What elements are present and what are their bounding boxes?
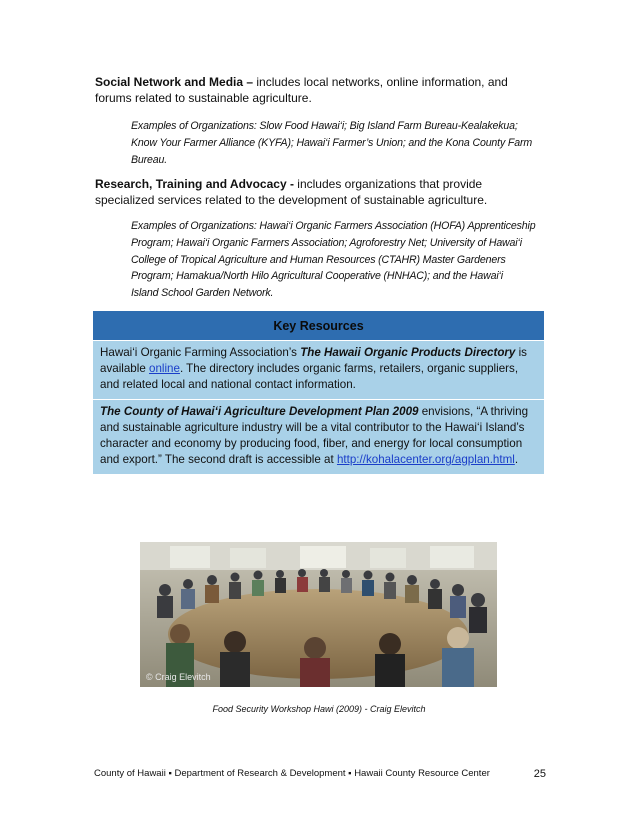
key-resources-header: Key Resources — [93, 311, 544, 341]
photo-caption: Food Security Workshop Hawi (2009) - Craig Elevitch — [212, 704, 426, 714]
example-line: Island School Garden Network. — [131, 287, 274, 300]
social-network-text-1: includes local networks, online information, and — [253, 75, 508, 89]
photo-watermark: © Craig Elevitch — [146, 672, 211, 682]
research-training-examples — [131, 218, 551, 302]
example-line: Bureau. — [131, 153, 168, 166]
row1-mid: is available — [100, 346, 527, 375]
key-resources-row-plan — [93, 400, 544, 475]
row1-prefix: Hawai‘i Organic Farming Association’s — [100, 346, 301, 359]
social-network-paragraph — [95, 74, 545, 106]
footer-text: County of Hawaii ▪ Department of Research & Development ▪ Hawaii County Resource Center — [94, 768, 490, 779]
social-network-heading: Social Network and Media – — [95, 75, 254, 89]
research-training-heading: Research, Training and Advocacy - — [95, 177, 294, 191]
example-line: Know Your Farmer Alliance (KYFA); Hawai‘i Farmer’s Union; and the Kona County Farm — [131, 136, 533, 149]
social-network-examples — [131, 118, 551, 168]
example-line: Program; Hawai‘i Organic Farmers Association; Agroforestry Net; University of Hawai‘i — [131, 236, 522, 249]
page-number: 25 — [533, 768, 546, 780]
key-resources-row-directory — [93, 341, 544, 400]
research-training-text-2: specialized services related to the development of sustainable agriculture. — [95, 193, 488, 207]
row1-suffix: . The directory includes organic farms, retailers, organic suppliers, and related local and national contact information. — [100, 362, 519, 391]
example-line: Program; Hamakua/North Hilo Agricultural Cooperative (HNHAC); and the Hawai‘i — [131, 270, 503, 283]
agplan-link[interactable]: http://kohalacenter.org/agplan.html — [336, 453, 515, 466]
example-line: Examples of Organizations: Hawai‘i Organic Farmers Association (HOFA) Apprenticeship — [131, 220, 536, 232]
row2-title: The County of Hawai‘i Agriculture Development Plan 2009 — [100, 405, 419, 418]
online-link[interactable]: online — [149, 362, 180, 375]
row2-end: . — [514, 453, 519, 466]
key-resources-table — [93, 311, 544, 474]
row2-text: envisions, “A thriving and sustainable agriculture industry will be a vital contributor to the Hawai‘i Island’s character and economy by producing food, fiber, and energy for local consumption and export.” The second draft is accessible at — [100, 405, 529, 466]
research-training-text-1: includes organizations that provide — [293, 177, 483, 191]
research-training-paragraph — [95, 176, 545, 208]
workshop-photo — [140, 542, 497, 687]
page-footer — [94, 768, 546, 779]
social-network-text-2: forums related to sustainable agriculture. — [95, 91, 312, 105]
example-line: Examples of Organizations: Slow Food Hawai‘i; Big Island Farm Bureau-Kealakekua; — [131, 120, 518, 132]
example-line: College of Tropical Agriculture and Human Resources (CTAHR) Master Gardeners — [131, 253, 506, 266]
row1-title: The Hawaii Organic Products Directory — [300, 346, 516, 359]
